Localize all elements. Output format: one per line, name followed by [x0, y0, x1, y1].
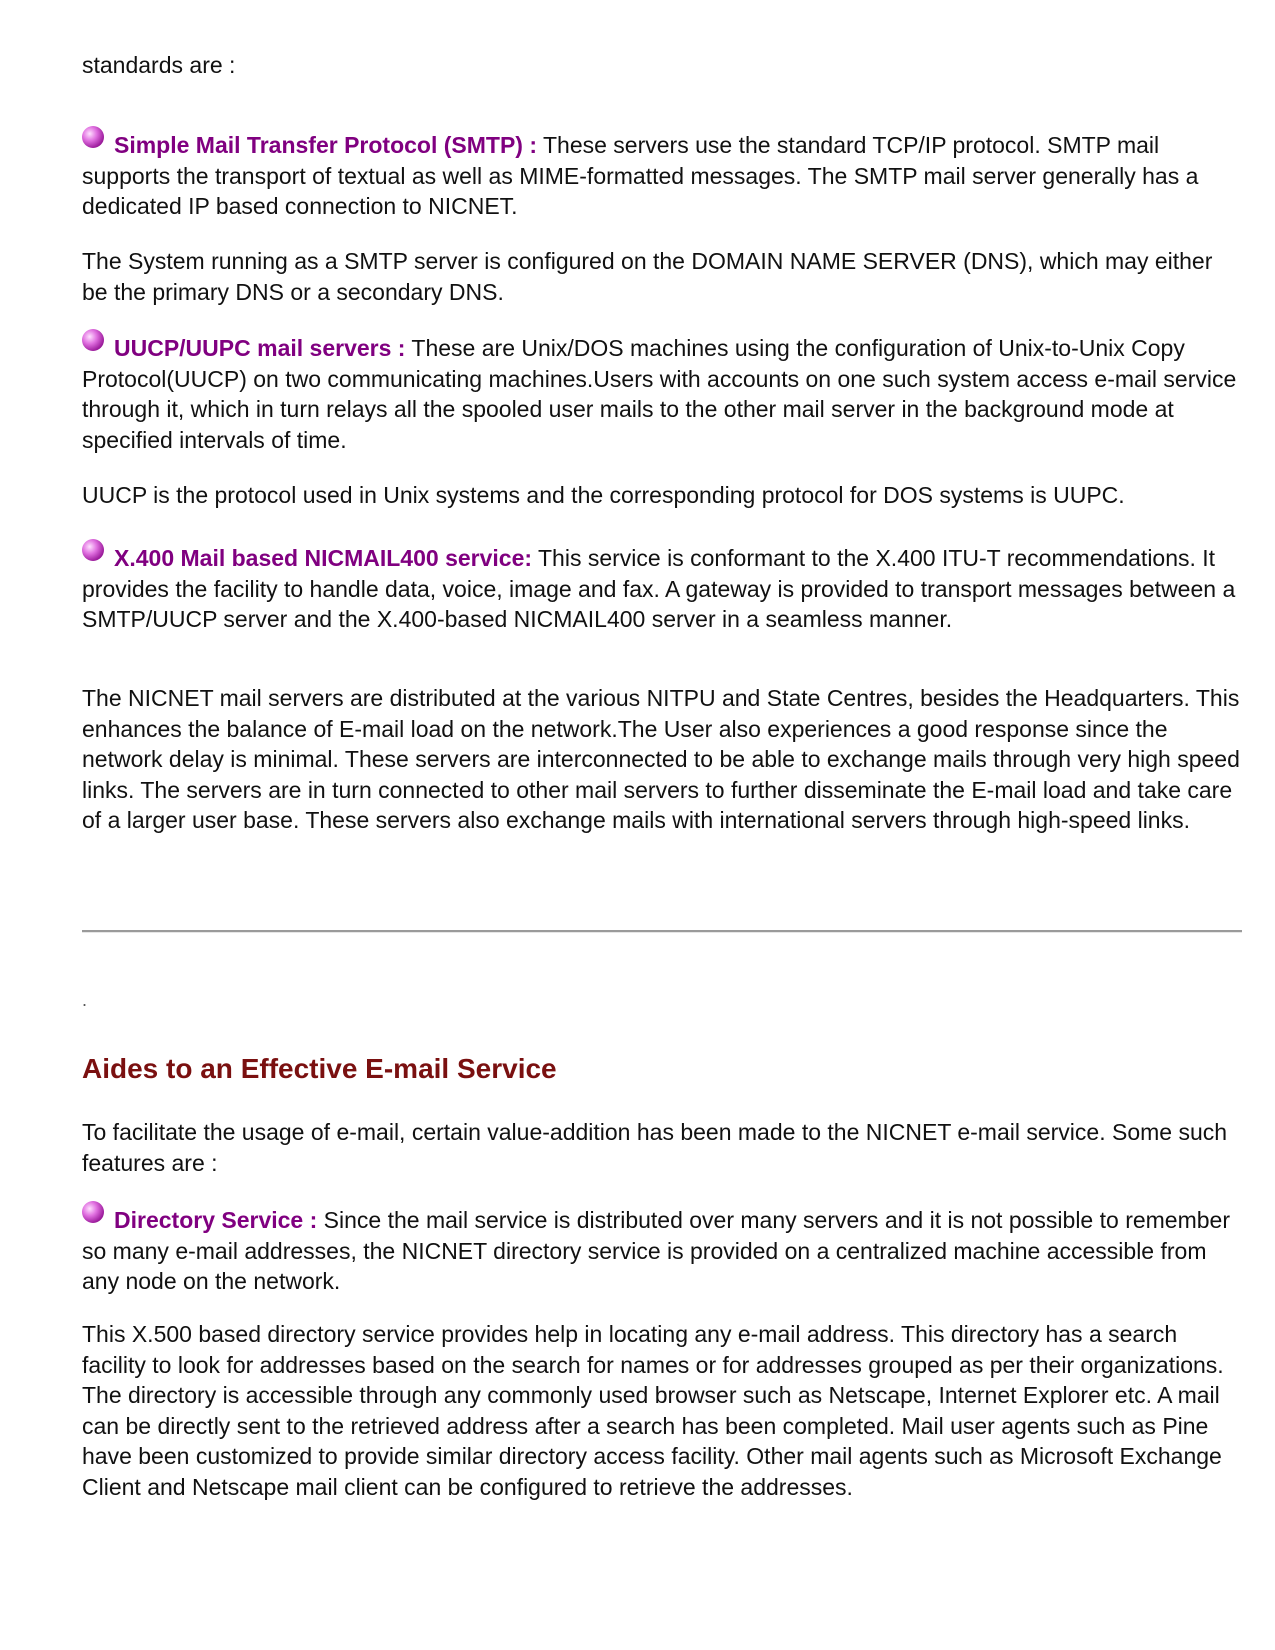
horizontal-divider — [82, 930, 1242, 933]
uucp-paragraph: UUCP is the protocol used in Unix systems and the corresponding protocol for DOS systems is UUPC. — [82, 482, 1125, 508]
directory-term: Directory Service : — [114, 1207, 318, 1233]
directory-text: Since the mail service is distributed over many servers and it is not possible to remember so many e-mail addresses, the NICNET directory service is provided on a centralized machine accessible from any node on the network. — [82, 1207, 1230, 1294]
x400-text: This service is conformant to the X.400 ITU-T recommendations. It provides the facility to handle data, voice, image and fax. A gateway is provided to transport messages between a SMTP/UUCP server and the X.400-based NICMAIL400 server in a seamless manner. — [82, 545, 1236, 632]
section-heading: Aides to an Effective E-mail Service — [82, 1053, 557, 1084]
x400-item — [82, 543, 1242, 635]
globe-bullet-icon — [82, 126, 104, 148]
smtp-dns-paragraph: The System running as a SMTP server is configured on the DOMAIN NAME SERVER (DNS), which may either be the primary DNS or a secondary DNS. — [82, 248, 1213, 305]
section-intro: To facilitate the usage of e-mail, certain value-addition has been made to the NICNET e-mail service. Some such features are : — [82, 1119, 1228, 1176]
smtp-item — [82, 130, 1242, 222]
smtp-term: Simple Mail Transfer Protocol (SMTP) : — [114, 132, 538, 158]
uucp-item — [82, 333, 1242, 455]
globe-bullet-icon — [82, 1201, 104, 1223]
intro-fragment: standards are : — [82, 52, 236, 78]
smtp-text: These servers use the standard TCP/IP protocol. SMTP mail supports the transport of textual as well as MIME-formatted messages. The SMTP mail server generally has a dedicated IP based connection to NICNET. — [82, 132, 1199, 219]
directory-paragraph: This X.500 based directory service provides help in locating any e-mail address. This directory has a search facility to look for addresses based on the search for names or for addresses grouped as per their organizations. The directory is accessible through any commonly used browser such as Netscape, Internet Explorer etc. A mail can be directly sent to the retrieved address after a search has been completed. Mail user agents such as Pine have been customized to provide similar directory access facility. Other mail agents such as Microsoft Exchange Client and Netscape mail client can be configured to retrieve the addresses. — [82, 1321, 1224, 1500]
directory-item — [82, 1205, 1242, 1297]
x400-term: X.400 Mail based NICMAIL400 service: — [114, 545, 533, 571]
globe-bullet-icon — [82, 329, 104, 351]
separator-dot: . — [82, 990, 88, 1010]
nicnet-paragraph: The NICNET mail servers are distributed at the various NITPU and State Centres, besides the Headquarters. This enhances the balance of E-mail load on the network.The User also experiences a good response since the network delay is minimal. These servers are interconnected to be able to exchange mails through very high speed links. The servers are in turn connected to other mail servers to further disseminate the E-mail load and take care of a larger user base. These servers also exchange mails with international servers through high-speed links. — [82, 685, 1240, 833]
globe-bullet-icon — [82, 539, 104, 561]
uucp-term: UUCP/UUPC mail servers : — [114, 335, 406, 361]
uucp-text: These are Unix/DOS machines using the configuration of Unix-to-Unix Copy Protocol(UUCP) on two communicating machines.Users with accounts on one such system access e-mail service through it, which in turn relays all the spooled user mails to the other mail server in the background mode at specified intervals of time. — [82, 335, 1237, 453]
